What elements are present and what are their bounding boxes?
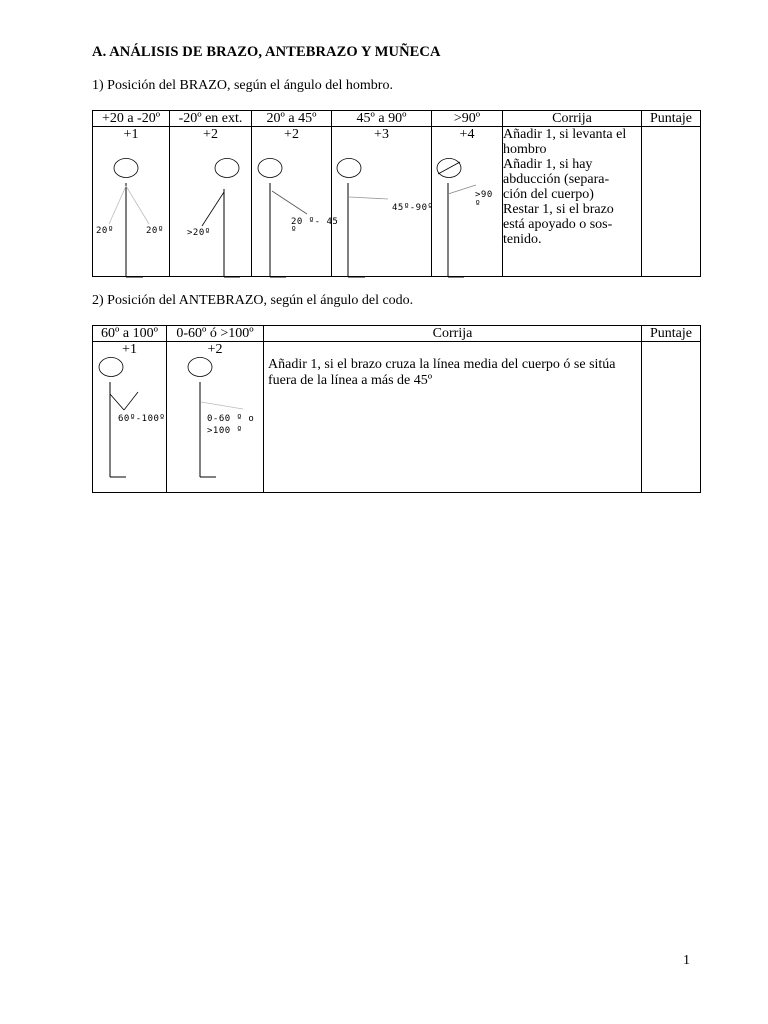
posture-cell — [170, 127, 252, 277]
header-cell: 60º a 100º — [93, 326, 167, 342]
posture-cell — [252, 127, 339, 277]
score-value: +4 — [459, 127, 475, 142]
score-value: +1 — [123, 127, 139, 142]
arm-neutral-figure — [93, 127, 170, 277]
correction-line: Añadir 1, si hay — [503, 157, 593, 172]
header-cell: +20 a -20º — [93, 111, 170, 127]
angle-label: 45º-90º — [392, 203, 434, 213]
posture-cell — [167, 342, 264, 493]
correction-cell — [264, 342, 642, 493]
header-cell: Corrija — [264, 326, 642, 342]
correction-line: abducción (separa- — [503, 172, 610, 187]
table-row — [93, 127, 701, 277]
arm-position-table — [92, 110, 701, 277]
section1-title: 1) Posición del BRAZO, según el ángulo del hombro. — [92, 78, 393, 93]
correction-line: fuera de la línea a más de 45º — [268, 373, 433, 388]
arm-flexion-over-90-figure — [432, 127, 503, 277]
header-cell: Puntaje — [642, 111, 701, 127]
score-value: +2 — [284, 127, 299, 142]
score-value: +3 — [374, 127, 389, 142]
correction-cell — [503, 127, 642, 277]
arm-extension-figure — [170, 127, 252, 277]
correction-line: está apoyado o sos- — [503, 217, 613, 232]
correction-line: tenido. — [503, 232, 542, 247]
angle-label: 0-60 º o — [207, 414, 255, 424]
page-heading: A. ANÁLISIS DE BRAZO, ANTEBRAZO Y MUÑECA — [92, 44, 441, 60]
header-cell: Corrija — [503, 111, 642, 127]
correction-line: Añadir 1, si el brazo cruza la línea media del cuerpo ó se sitúa — [268, 357, 616, 372]
angle-label: 20º — [146, 226, 164, 236]
posture-cell — [432, 127, 503, 277]
score-value: +1 — [122, 342, 137, 357]
correction-line: hombro — [503, 142, 547, 157]
header-cell: 45º a 90º — [332, 111, 432, 127]
score-input-cell[interactable] — [642, 127, 701, 277]
header-cell: Puntaje — [642, 326, 701, 342]
posture-cell — [93, 127, 170, 277]
table-header-row — [93, 111, 701, 127]
table-row — [93, 342, 701, 493]
score-input-cell[interactable] — [642, 342, 701, 493]
arm-flexion-20-45-figure — [252, 127, 332, 277]
angle-label: º — [291, 226, 297, 236]
header-cell: 0-60º ó >100º — [167, 326, 264, 342]
header-cell: 20º a 45º — [252, 111, 332, 127]
posture-cell — [93, 342, 167, 493]
angle-label: >20º — [187, 228, 211, 238]
header-cell: >90º — [432, 111, 503, 127]
angle-label: >100 º — [207, 426, 243, 436]
score-value: +2 — [207, 342, 223, 357]
arm-flexion-45-90-figure — [332, 127, 432, 277]
angle-label: 20 º- 45 — [291, 217, 339, 227]
table-header-row — [93, 326, 701, 342]
posture-cell — [332, 127, 432, 277]
page-number: 1 — [683, 953, 690, 968]
score-value: +2 — [203, 127, 218, 142]
angle-label: 20º — [96, 226, 114, 236]
angle-label: 60º-100º — [118, 414, 166, 424]
header-cell: -20º en ext. — [170, 111, 252, 127]
correction-line: ción del cuerpo) — [503, 187, 594, 202]
angle-label: >90 — [475, 190, 493, 200]
section2-title: 2) Posición del ANTEBRAZO, según el ángulo del codo. — [92, 293, 414, 308]
angle-label: º — [475, 200, 481, 210]
correction-line: Añadir 1, si levanta el — [503, 127, 627, 142]
forearm-position-table — [92, 325, 701, 493]
correction-line: Restar 1, si el brazo — [503, 202, 614, 217]
